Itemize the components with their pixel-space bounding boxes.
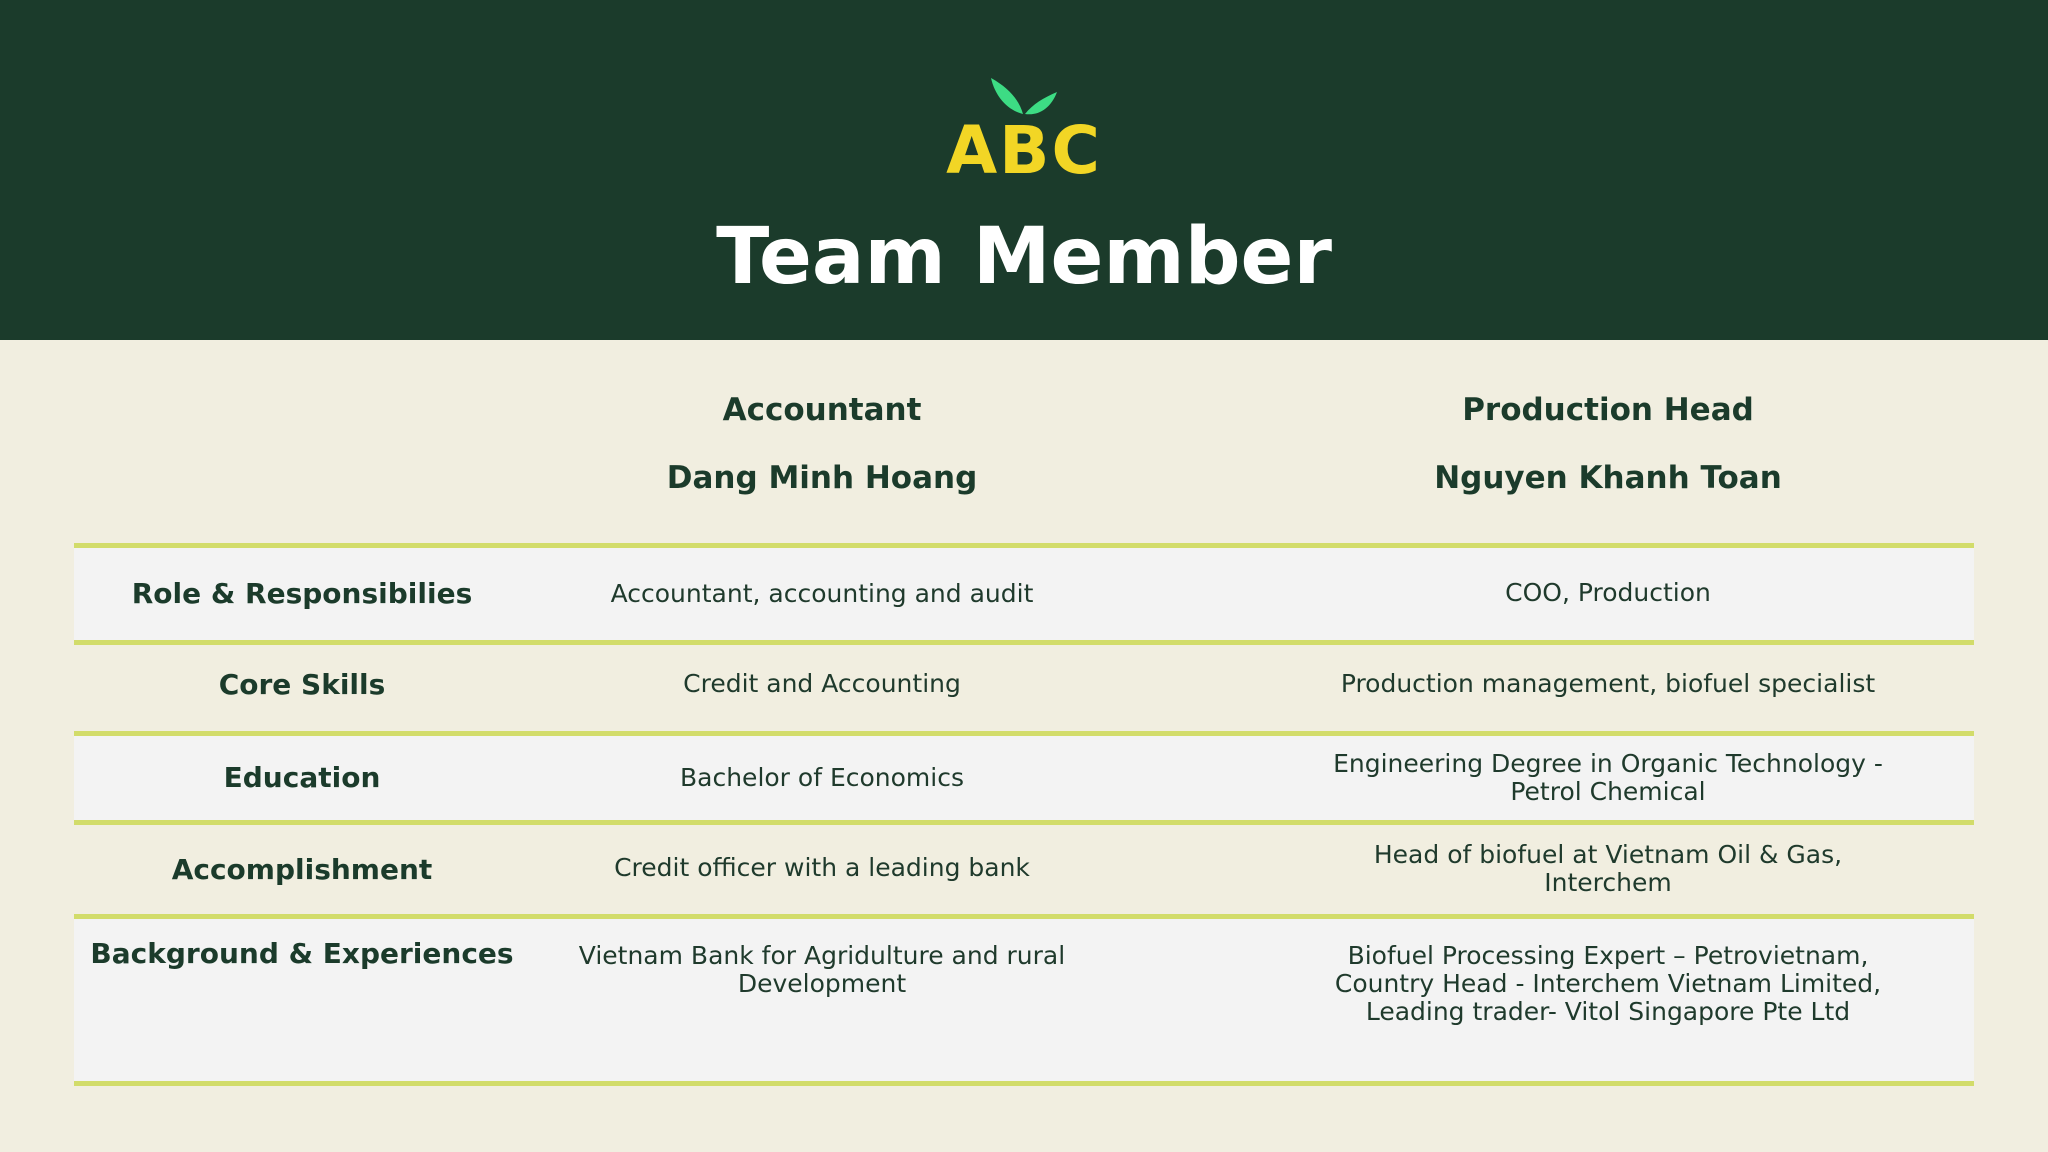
table-cell: Vietnam Bank for Agridulture and rural Development xyxy=(578,941,1066,998)
page-title: Team Member xyxy=(716,212,1332,302)
table-cell: Accountant, accounting and audit xyxy=(610,579,1034,608)
table-cell: Head of biofuel at Vietnam Oil & Gas, Interchem xyxy=(1373,840,1843,897)
table-cell: Credit and Accounting xyxy=(683,669,961,698)
row-label: Core Skills xyxy=(218,668,386,701)
table-divider xyxy=(74,1081,1974,1086)
column-1-name: Dang Minh Hoang xyxy=(666,460,978,496)
company-logo xyxy=(0,74,2048,189)
table-cell: Bachelor of Economics xyxy=(680,763,964,792)
table-cell: Credit officer with a leading bank xyxy=(614,853,1030,882)
brand-name: ABC xyxy=(946,112,1102,189)
column-1-role: Accountant xyxy=(722,392,922,428)
row-label: Education xyxy=(223,761,381,794)
table-cell: Biofuel Processing Expert – Petrovietnam, Country Head - Interchem Vietnam Limited, Leading trader- Vitol Singapore Pte Ltd xyxy=(1334,941,1882,1026)
table-cell: Production management, biofuel specialist xyxy=(1340,669,1876,698)
row-label: Role & Responsibilies xyxy=(131,577,473,610)
column-2-role: Production Head xyxy=(1462,392,1754,428)
table-cell: Engineering Degree in Organic Technology - Petrol Chemical xyxy=(1333,749,1883,806)
column-2-name: Nguyen Khanh Toan xyxy=(1434,460,1782,496)
table-divider xyxy=(74,914,1974,919)
table-cell: COO, Production xyxy=(1505,578,1711,607)
row-label: Background & Experiences xyxy=(90,937,514,970)
row-label: Accomplishment xyxy=(171,852,433,886)
